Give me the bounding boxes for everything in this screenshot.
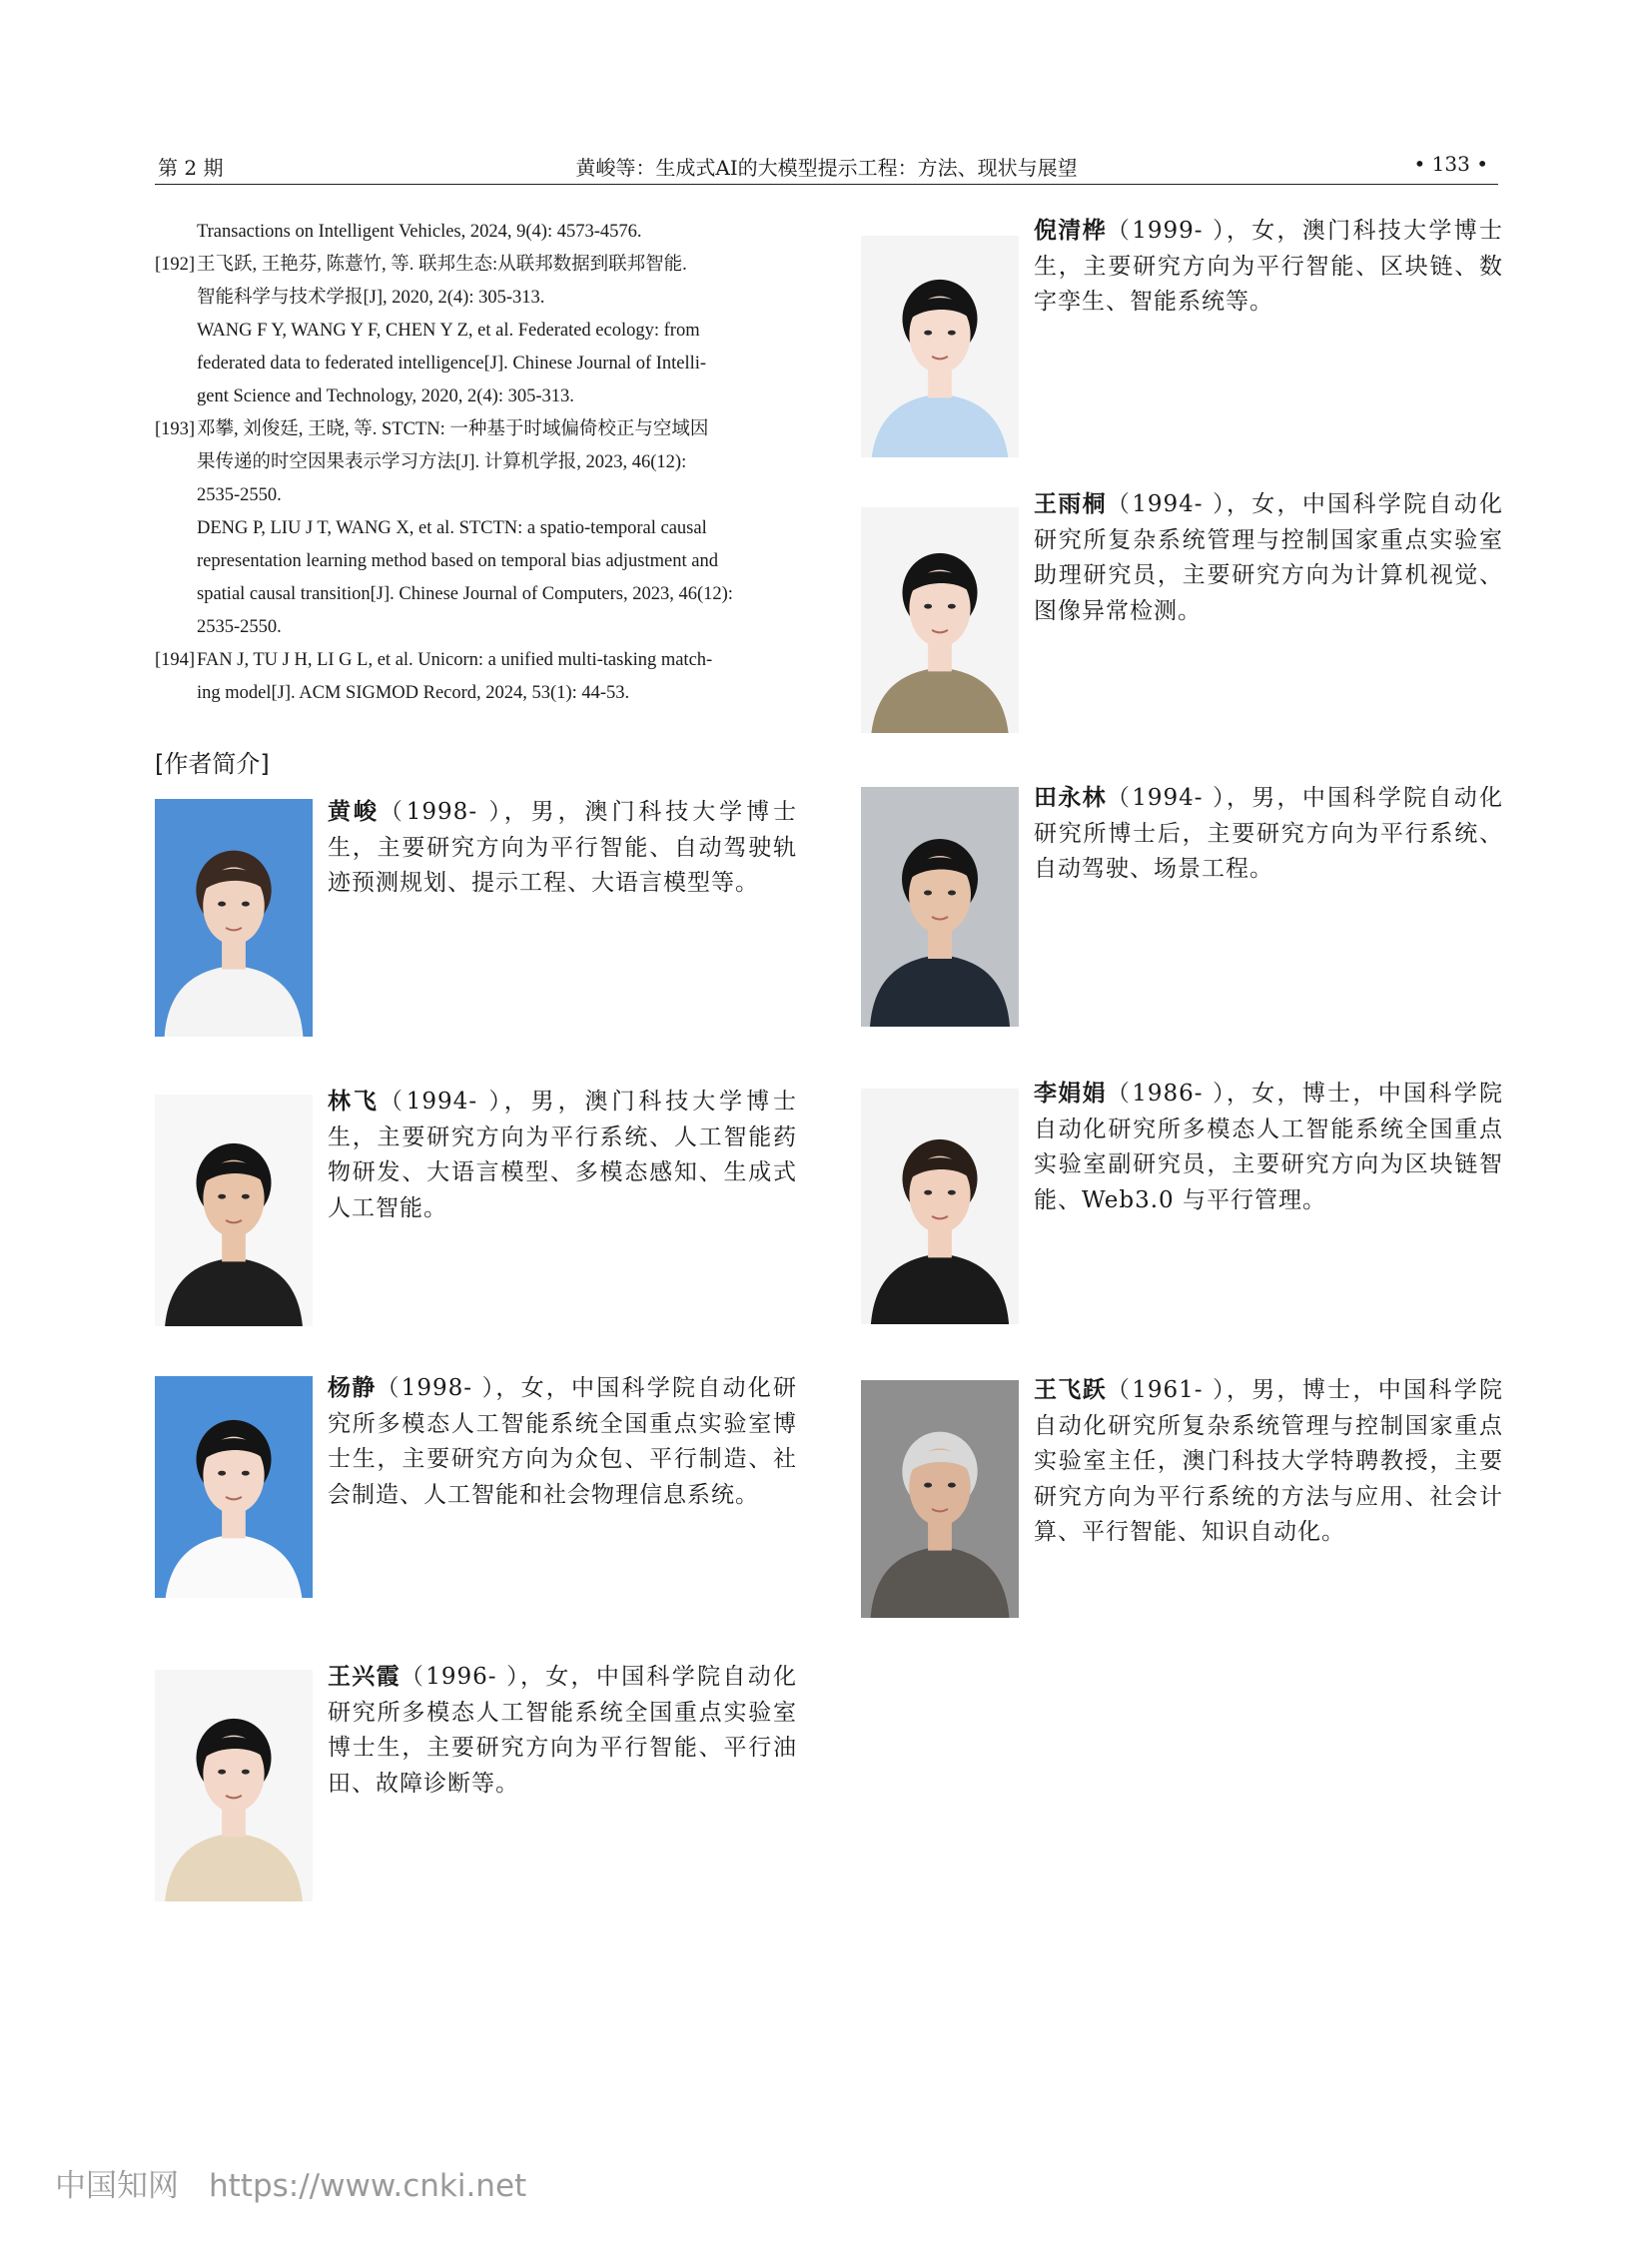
reference-line: 2535-2550. [197, 485, 282, 505]
reference-line: Transactions on Intelligent Vehicles, 2024, 9(4): 4573-4576. [197, 222, 642, 242]
portrait-graphic [155, 1670, 313, 1901]
author-bio-text: （1994- ），男，中国科学院自动化研究所博士后，主要研究方向为平行系统、自动驾驶、场景工程。 [1034, 785, 1503, 882]
author-name: 林飞 [328, 1089, 380, 1115]
reference-line: ing model[J]. ACM SIGMOD Record, 2024, 53(1): 44-53. [197, 683, 630, 703]
author-bio-text: （1998- ），女，中国科学院自动化研究所多模态人工智能系统全国重点实验室博士生，主要研究方向为众包、平行制造、社会制造、人工智能和社会物理信息系统。 [328, 1375, 797, 1508]
portrait-graphic [861, 1380, 1019, 1618]
author-bio [328, 1371, 797, 1513]
author-photo [155, 1670, 313, 1901]
reference-line: federated data to federated intelligence[J]. Chinese Journal of Intelli- [197, 354, 707, 374]
author-name: 王飞跃 [1034, 1377, 1107, 1403]
portrait-graphic [861, 507, 1019, 733]
reference-line: 邓攀, 刘俊廷, 王晓, 等. STCTN: 一种基于时域偏倚校正与空域因 [197, 419, 709, 439]
author-photo [861, 1089, 1019, 1324]
watermark-brand: 中国知网 [55, 2168, 179, 2204]
watermark [55, 2160, 526, 2205]
author-bio-text: （1998- ），男，澳门科技大学博士生，主要研究方向为平行智能、自动驾驶轨迹预测规划、提示工程、大语言模型等。 [328, 799, 798, 896]
page-number: • 133 • [1413, 152, 1488, 176]
author-bio-text: （1986- ），女，博士，中国科学院自动化研究所多模态人工智能系统全国重点实验室副研究员，主要研究方向为区块链智能、Web3.0 与平行管理。 [1034, 1081, 1503, 1213]
author-bio [328, 1085, 797, 1226]
author-bio [328, 795, 797, 902]
reference-line: gent Science and Technology, 2020, 2(4): 305-313. [197, 386, 574, 406]
author-bio-text: （1994- ），男，澳门科技大学博士生，主要研究方向为平行系统、人工智能药物研发、大语言模型、多模态感知、生成式人工智能。 [328, 1089, 798, 1221]
author-photo [155, 799, 313, 1037]
issue-label: 第 2 期 [158, 156, 224, 180]
portrait-graphic [155, 1095, 313, 1326]
reference-line: WANG F Y, WANG Y F, CHEN Y Z, et al. Federated ecology: from [197, 321, 700, 341]
portrait-graphic [861, 787, 1019, 1027]
author-name: 杨静 [328, 1375, 377, 1401]
reference-item [155, 249, 794, 413]
author-name: 王雨桐 [1034, 491, 1107, 517]
author-name: 田永林 [1034, 785, 1107, 811]
author-bio [1034, 1373, 1503, 1551]
author-bio [1034, 487, 1503, 629]
author-bio-text: （1961- ），男，博士，中国科学院自动化研究所复杂系统管理与控制国家重点实验室主任，澳门科技大学特聘教授，主要研究方向为平行系统的方法与应用、社会计算、平行智能、知识自动化。 [1034, 1377, 1503, 1545]
running-title: 黄峻等：生成式AI的大模型提示工程：方法、现状与展望 [575, 156, 1078, 180]
author-bio-text: （1996- ），女，中国科学院自动化研究所多模态人工智能系统全国重点实验室博士生，主要研究方向为平行智能、平行油田、故障诊断等。 [328, 1664, 797, 1797]
author-name: 王兴霞 [328, 1664, 401, 1690]
reference-number: [193] [155, 419, 196, 439]
portrait-graphic [155, 1376, 313, 1598]
author-bio [1034, 214, 1503, 321]
reference-line: spatial causal transition[J]. Chinese Journal of Computers, 2023, 46(12): [197, 584, 733, 604]
author-bio [1034, 1077, 1503, 1218]
author-name: 李娟娟 [1034, 1081, 1107, 1107]
author-photo [155, 1376, 313, 1598]
reference-item [155, 216, 794, 249]
author-photo [861, 236, 1019, 457]
author-bio-text: （1994- ），女，中国科学院自动化研究所复杂系统管理与控制国家重点实验室助理研究员，主要研究方向为计算机视觉、图像异常检测。 [1034, 491, 1503, 624]
reference-line: 2535-2550. [197, 617, 282, 637]
portrait-graphic [861, 1089, 1019, 1324]
reference-number: [192] [155, 255, 196, 275]
reference-item [155, 413, 794, 644]
running-header [155, 150, 1498, 185]
watermark-url: https://www.cnki.net [209, 2168, 527, 2204]
reference-line: representation learning method based on temporal bias adjustment and [197, 551, 718, 571]
portrait-graphic [861, 236, 1019, 457]
author-photo [861, 507, 1019, 733]
reference-line: 王飞跃, 王艳芬, 陈薏竹, 等. 联邦生态:从联邦数据到联邦智能. [197, 255, 687, 275]
author-name: 黄峻 [328, 799, 380, 825]
reference-line: 果传递的时空因果表示学习方法[J]. 计算机学报, 2023, 46(12): [197, 452, 687, 472]
author-photo [861, 1380, 1019, 1618]
section-title: [作者简介] [155, 750, 270, 778]
author-photo [155, 1095, 313, 1326]
reference-line: DENG P, LIU J T, WANG X, et al. STCTN: a spatio-temporal causal [197, 518, 707, 538]
portrait-graphic [155, 799, 313, 1037]
reference-line: 智能科学与技术学报[J], 2020, 2(4): 305-313. [197, 288, 545, 308]
author-photo [861, 787, 1019, 1027]
reference-line: FAN J, TU J H, LI G L, et al. Unicorn: a unified multi-tasking match- [197, 650, 713, 670]
reference-item [155, 644, 794, 710]
author-bio [328, 1660, 797, 1802]
reference-number: [194] [155, 650, 196, 670]
author-bio-text: （1999- ），女，澳门科技大学博士生，主要研究方向为平行智能、区块链、数字孪生、智能系统等。 [1034, 218, 1503, 315]
reference-list [155, 216, 794, 710]
author-name: 倪清桦 [1034, 218, 1107, 244]
author-bio [1034, 781, 1503, 888]
